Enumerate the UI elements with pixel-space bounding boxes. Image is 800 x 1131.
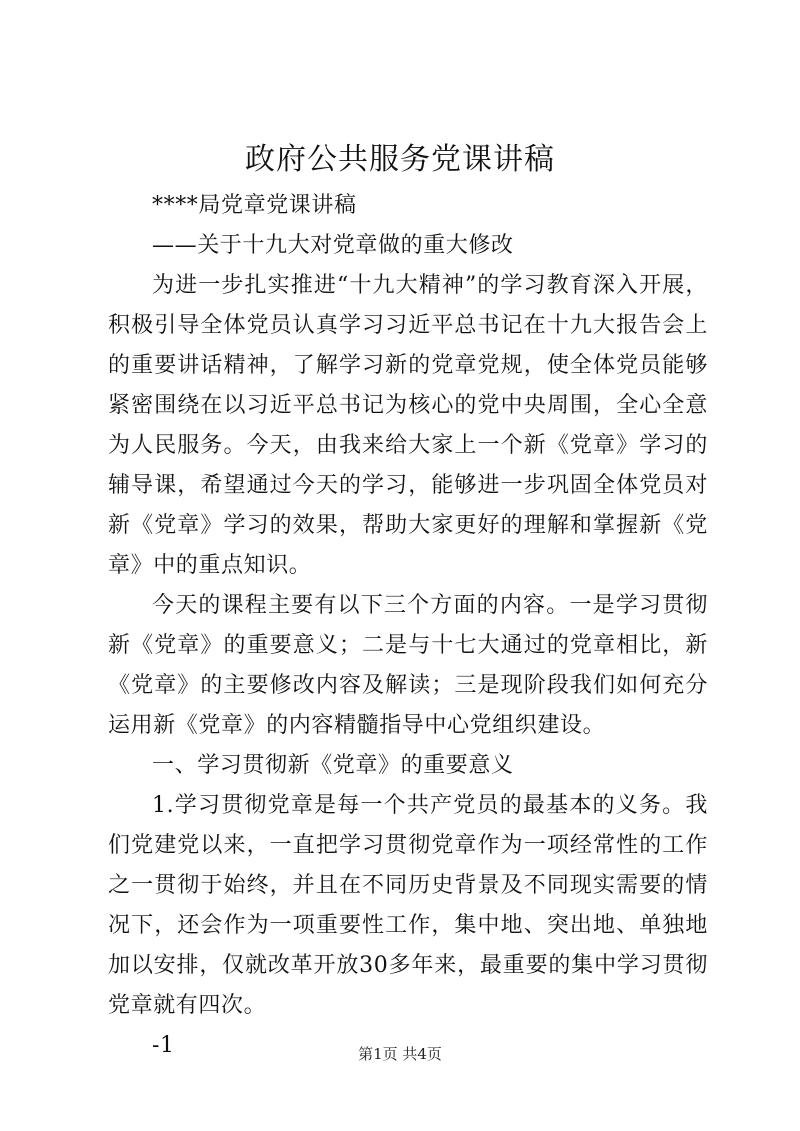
page-footer: 第1页 共4页 [358, 1045, 442, 1063]
inline-page-mark: -1 [152, 1033, 175, 1058]
document-body [108, 186, 708, 1066]
paragraph-intro: 为进一步扎实推进“十九大精神”的学习教育深入开展，积极引导全体党员认真学习习近平总书记在十九大报告会上的重要讲话精神，了解学习新的党章党规，使全体党员能够紧密围绕在以习近平总书记为核心的党中央周围，全心全意为人民服务。今天，由我来给大家上一个新《党章》学习的辅导课，希望通过今天的学习，能够进一步巩固全体党员对新《党章》学习的效果，帮助大家更好的理解和掌握新《党章》中的重点知识。 [108, 273, 708, 578]
paragraph-topic: ——关于十九大对党章做的重大修改 [152, 233, 514, 258]
paragraph-outline: 今天的课程主要有以下三个方面的内容。一是学习贯彻新《党章》的重要意义；二是与十七大通过的党章相比，新《党章》的主要修改内容及解读；三是现阶段我们如何充分运用新《党章》的内容精髓指导中心党组织建设。 [108, 593, 708, 738]
document-title: 政府公共服务党课讲稿 [245, 142, 555, 177]
paragraph-subtitle: ****局党章党课讲稿 [152, 193, 357, 218]
section-heading: 一、学习贯彻新《党章》的重要意义 [152, 753, 514, 778]
paragraph-point-one: 1.学习贯彻党章是每一个共产党员的最基本的义务。我们党建党以来，一直把学习贯彻党章作为一项经常性的工作之一贯彻于始终，并且在不同历史背景及不同现实需要的情况下，还会作为一项重要性工作，集中地、突出地、单独地加以安排，仅就改革开放30多年来，最重要的集中学习贯彻党章就有四次。 [108, 793, 708, 1018]
